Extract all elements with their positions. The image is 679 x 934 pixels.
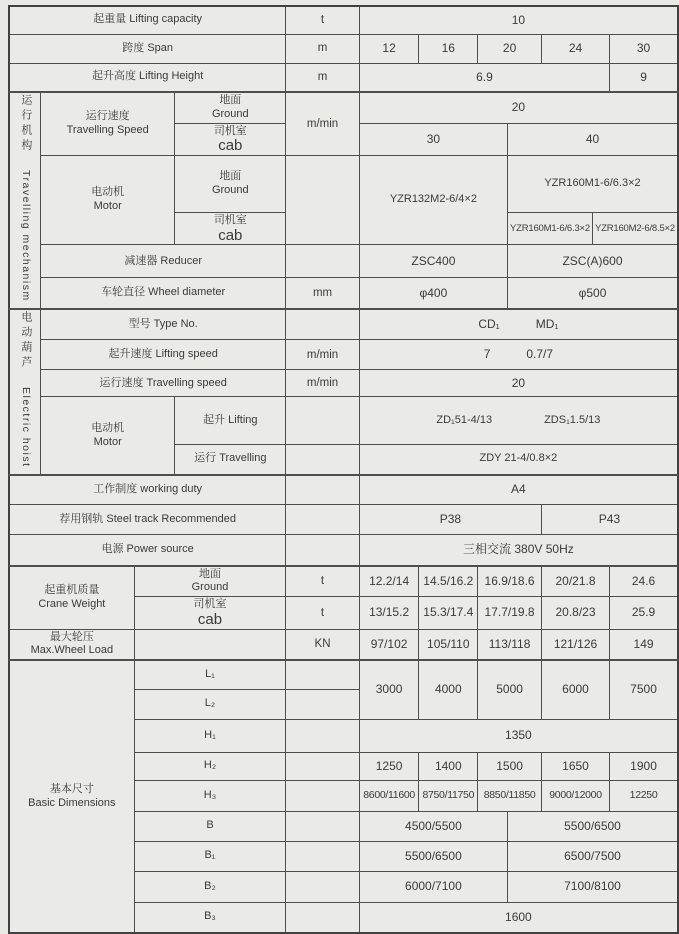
travelling-speed-cab-label [175,123,286,156]
max-wheel-load-value: 97/102 [359,629,419,660]
span-label: 跨度 Span [9,34,286,63]
hoist-travelling-speed-value: 20 [359,370,678,397]
crane-weight-value: 16.9/18.6 [478,566,542,597]
section-electric-hoist [9,309,41,475]
dimension-b-label: B [134,811,286,841]
hoist-motor-lifting-v1: ZD₁51-4/13 [436,413,493,426]
crane-weight-label [9,566,134,630]
hoist-type-label: 型号 Type No. [41,309,286,340]
travelling-speed-label [41,92,175,156]
working-duty-value: A4 [359,475,678,505]
travel-motor-value-left: YZR132M2-6/4×2 [359,156,507,245]
section-electric-hoist-zh: 电动葫芦 [19,310,32,371]
dimension-b1-value-left: 5500/6500 [359,841,507,871]
dimension-l-value: 3000 [359,660,419,719]
max-wheel-load-value: 121/126 [541,629,609,660]
crane-weight-value: 20/21.8 [541,566,609,597]
reducer-value-left: ZSC400 [359,245,507,278]
dimension-h2-label: H₂ [134,752,286,780]
hoist-type-value [359,309,678,340]
crane-weight-value: 25.9 [610,597,678,630]
hoist-motor-lifting-value [359,397,678,445]
dimension-h3-value: 9000/12000 [541,780,609,811]
dimensions-label-zh: 基本尺寸 [49,782,94,795]
wheel-diameter-unit: mm [286,278,360,309]
dimension-h2-value: 1500 [478,752,542,780]
crane-weight-cab-label [134,597,286,630]
max-wheel-load-value: 105/110 [419,629,478,660]
crane-weight-ground-unit: t [286,566,360,597]
steel-track-unit [286,505,360,535]
crane-weight-value: 17.7/19.8 [478,597,542,630]
max-wheel-load-label [9,629,134,660]
travelling-speed-label-en: Travelling Speed [66,124,149,136]
dimension-b3-value: 1600 [359,902,678,933]
dimension-b1-unit [286,841,360,871]
cab-label-zh: 司机室 [213,124,247,137]
dimension-h2-unit [286,752,360,780]
hoist-motor-travelling-unit [286,445,360,475]
dimension-l-value: 7500 [610,660,678,719]
crane-spec-table [8,5,679,934]
ground-label-en: Ground [191,581,229,594]
section-travelling-mechanism-en: Travelling mechanism [19,170,32,303]
dimension-b2-unit [286,871,360,902]
ground-label-zh: 地面 [198,567,221,580]
reducer-label: 减速器 Reducer [41,245,286,278]
reducer-unit [286,245,360,278]
dimension-h2-value: 1400 [419,752,478,780]
travel-motor-value-right-top: YZR160M1-6/6.3×2 [507,156,678,213]
dimension-l1-label: L₁ [134,660,286,689]
travelling-speed-label-zh: 运行速度 [85,110,130,123]
dimension-h3-value: 12250 [610,780,678,811]
section-travelling-mechanism-zh: 运行机构 [19,94,32,154]
dimension-h3-label: H₃ [134,780,286,811]
crane-weight-ground-label [134,566,286,597]
dimension-h3-value: 8750/11750 [419,780,478,811]
ground-label-en: Ground [211,183,249,196]
hoist-motor-label-en: Motor [93,435,122,448]
crane-weight-label-zh: 起重机质量 [44,583,100,596]
max-wheel-load-label-zh: 最大轮压 [49,630,94,643]
travel-motor-label [41,156,175,245]
dimension-l-value: 4000 [419,660,478,719]
hoist-motor-label-zh: 电动机 [91,421,125,434]
ground-label-zh: 地面 [219,94,242,106]
dimension-b3-unit [286,902,360,933]
hoist-type-md: MD₁ [535,317,559,332]
crane-weight-value: 13/15.2 [359,597,419,630]
span-value: 16 [419,34,478,63]
hoist-lifting-speed-unit: m/min [286,340,360,370]
hoist-motor-lifting-v2: ZDS₁1.5/13 [544,413,601,426]
cab-label-zh: 司机室 [193,598,227,611]
travel-motor-label-zh: 电动机 [91,186,125,199]
steel-track-label: 荐用钢轨 Steel track Recommended [9,505,286,535]
power-source-unit [286,535,360,566]
dimensions-label [9,660,134,933]
power-source-value: 三相交流 380V 50Hz [359,535,678,566]
cab-label-en: cab [218,137,243,155]
dimension-h1-unit [286,719,360,752]
travel-motor-cab-label [175,212,286,245]
wheel-diameter-value-left: φ400 [359,278,507,309]
travelling-speed-ground-label [175,92,286,123]
dimension-h3-value: 8850/11850 [478,780,542,811]
dimension-b2-value-left: 6000/7100 [359,871,507,902]
dimension-h3-value: 8600/11600 [359,780,419,811]
working-duty-label: 工作制度 working duty [9,475,286,505]
hoist-type-unit [286,309,360,340]
travelling-speed-unit: m/min [286,92,360,156]
dimension-b2-value-right: 7100/8100 [507,871,678,902]
steel-track-value-right: P43 [541,505,678,535]
hoist-motor-lifting-unit [286,397,360,445]
dimension-h1-label: H₁ [134,719,286,752]
cab-label-en: cab [218,226,243,244]
steel-track-value-left: P38 [359,505,541,535]
crane-weight-value: 20.8/23 [541,597,609,630]
crane-weight-value: 12.2/14 [359,566,419,597]
dimension-l1-unit [286,660,360,689]
dimension-h2-value: 1900 [610,752,678,780]
lifting-capacity-unit: t [286,6,360,34]
travelling-speed-cab-value-left: 30 [359,123,507,156]
crane-weight-value: 24.6 [610,566,678,597]
section-travelling-mechanism [9,92,41,309]
dimension-h3-unit [286,780,360,811]
dimensions-label-en: Basic Dimensions [28,796,116,809]
lifting-height-value-30m: 9 [610,63,678,92]
dimension-b-unit [286,811,360,841]
ground-label-zh: 地面 [219,170,242,183]
dimension-l-value: 5000 [478,660,542,719]
hoist-motor-label [41,397,175,475]
lifting-height-label: 起升高度 Lifting Height [9,63,286,92]
dimension-l2-label: L₂ [134,689,286,719]
hoist-lifting-speed-value [359,340,678,370]
lifting-height-unit: m [286,63,360,92]
dimension-b-value-right: 5500/6500 [507,811,678,841]
travel-motor-value-right-bottom-2: YZR160M2-6/8.5×2 [592,212,678,245]
dimension-l-value: 6000 [541,660,609,719]
crane-weight-cab-unit: t [286,597,360,630]
crane-weight-value: 15.3/17.4 [419,597,478,630]
max-wheel-load-value: 149 [610,629,678,660]
travelling-speed-ground-value: 20 [359,92,678,123]
span-unit: m [286,34,360,63]
max-wheel-load-label-en: Max.Wheel Load [30,644,114,657]
dimension-h2-value: 1250 [359,752,419,780]
cab-label-en: cab [197,610,223,628]
wheel-diameter-label: 车轮直径 Wheel diameter [41,278,286,309]
wheel-diameter-value-right: φ500 [507,278,678,309]
hoist-type-cd: CD₁ [478,317,500,332]
crane-weight-label-en: Crane Weight [38,597,106,610]
hoist-motor-travelling-label: 运行 Travelling [175,445,286,475]
lifting-height-value-main: 6.9 [359,63,609,92]
span-value: 12 [359,34,419,63]
dimension-h2-value: 1650 [541,752,609,780]
hoist-lifting-speed-label: 起升速度 Lifting speed [41,340,286,370]
hoist-lifting-speed-v1: 7 [483,347,491,362]
lifting-capacity-label: 起重量 Lifting capacity [9,6,286,34]
travel-motor-label-en: Motor [93,200,122,213]
span-value: 24 [541,34,609,63]
max-wheel-load-value: 113/118 [478,629,542,660]
cab-label-zh: 司机室 [213,213,247,226]
max-wheel-load-sublabel-empty [134,629,286,660]
dimension-b1-value-right: 6500/7500 [507,841,678,871]
hoist-motor-travelling-value: ZDY 21-4/0.8×2 [359,445,678,475]
power-source-label: 电源 Power source [9,535,286,566]
hoist-motor-lifting-label: 起升 Lifting [175,397,286,445]
section-electric-hoist-en: Electric hoist [19,387,32,468]
reducer-value-right: ZSC(A)600 [507,245,678,278]
span-value: 20 [478,34,542,63]
max-wheel-load-unit: KN [286,629,360,660]
dimension-h1-value: 1350 [359,719,678,752]
working-duty-unit [286,475,360,505]
hoist-travelling-speed-unit: m/min [286,370,360,397]
ground-label-en: Ground [211,107,249,120]
dimension-b2-label: B₂ [134,871,286,902]
lifting-capacity-value: 10 [359,6,678,34]
travel-motor-ground-label [175,156,286,213]
crane-weight-value: 14.5/16.2 [419,566,478,597]
dimension-l2-unit [286,689,360,719]
travel-motor-value-right-bottom-1: YZR160M1-6/6.3×2 [507,212,592,245]
hoist-lifting-speed-v2: 0.7/7 [526,347,554,362]
dimension-b3-label: B₃ [134,902,286,933]
hoist-travelling-speed-label: 运行速度 Travelling speed [41,370,286,397]
dimension-b1-label: B₁ [134,841,286,871]
span-value: 30 [610,34,678,63]
travel-motor-unit [286,156,360,245]
dimension-b-value-left: 4500/5500 [359,811,507,841]
travelling-speed-cab-value-right: 40 [507,123,678,156]
